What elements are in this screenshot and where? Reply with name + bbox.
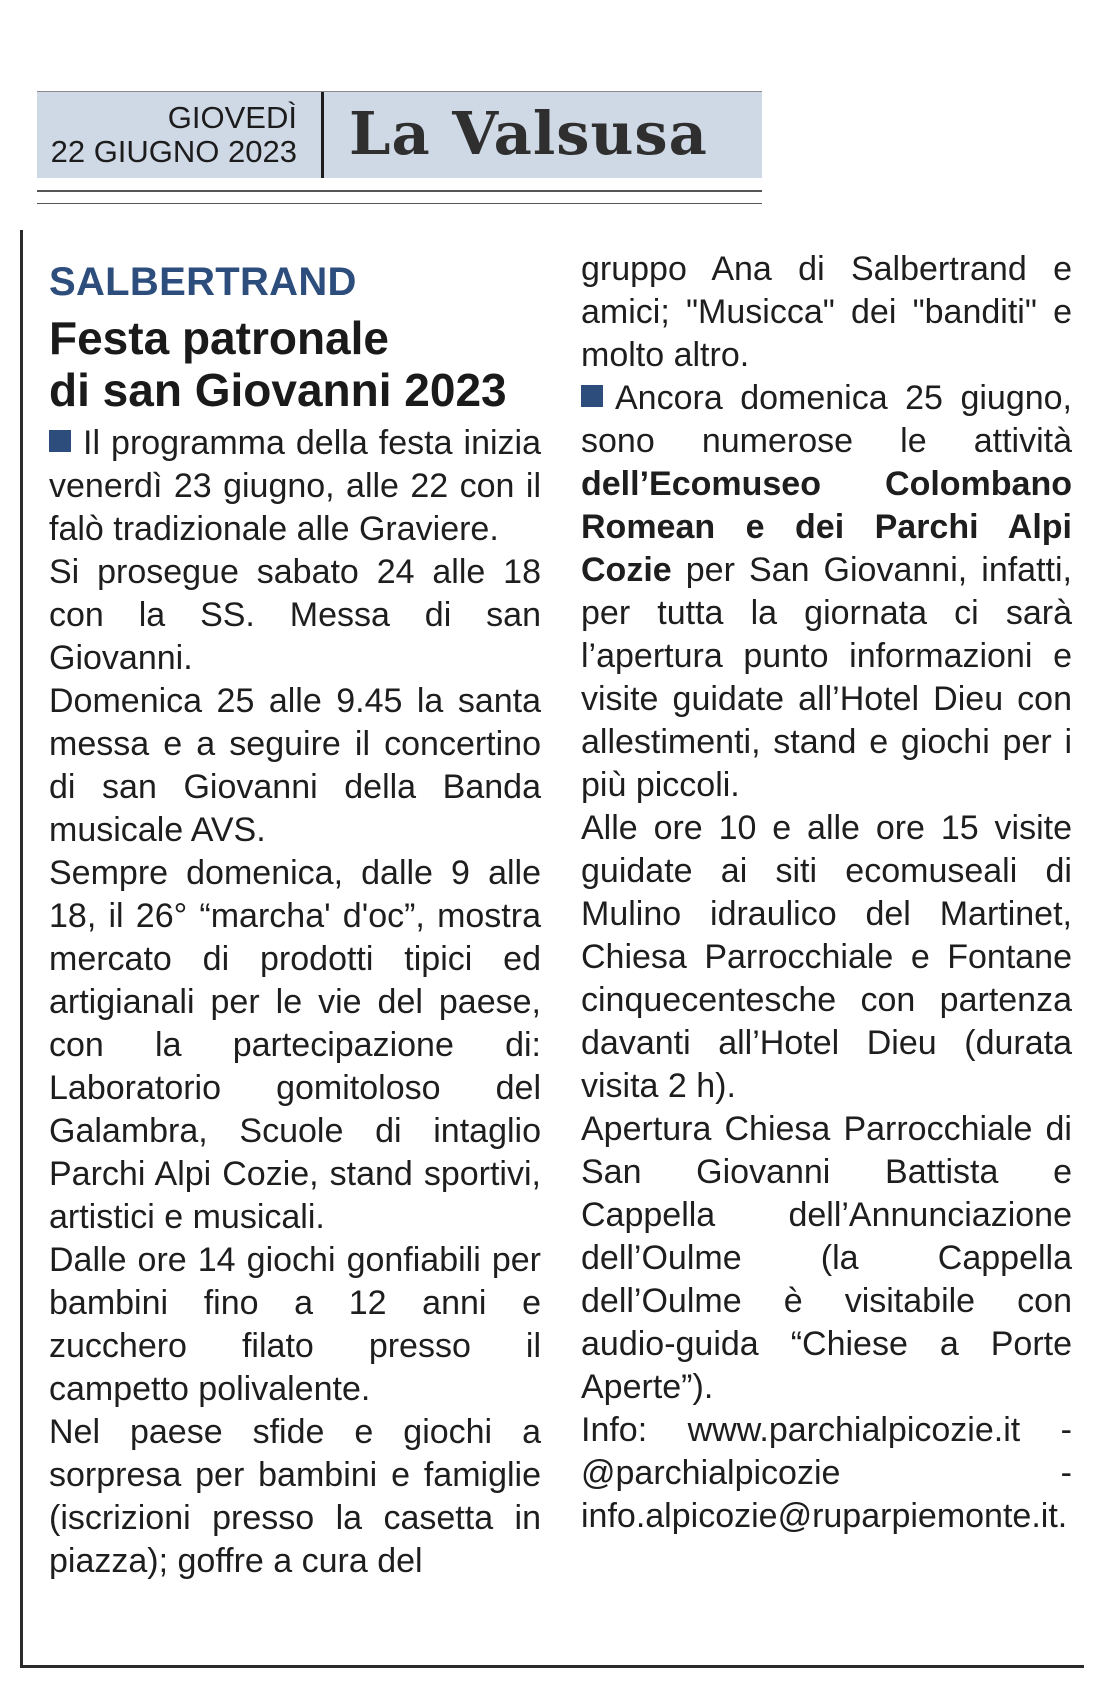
newspaper-logo: La Valsusa: [349, 99, 708, 168]
article-frame-bottom: [20, 1665, 1084, 1668]
headline-line-1: Festa patronale: [49, 312, 389, 364]
paragraph-marker-icon: [581, 385, 603, 407]
paragraph: Si prosegue sabato 24 alle 18 con la SS. Messa di san Giovanni.: [49, 553, 541, 677]
paragraph: Apertura Chiesa Parrocchiale di San Giovanni Battista e Cappella dell’Annunciazione dell’Oulme (la Cappella dell’Oulme è visitabile con audio-guida “Chiese a Porte Aperte”).: [581, 1110, 1072, 1406]
issue-date: [37, 92, 297, 178]
paragraph-bold-text: dell’Ecomuseo Colombano Romean e dei Parchi Alpi Cozie: [581, 465, 1072, 589]
masthead-divider: [321, 92, 324, 178]
headline-line-2: di san Giovanni 2023: [49, 364, 507, 416]
paragraph-text: Ancora domenica 25 giugno, sono numerose le attività: [581, 379, 1072, 460]
masthead-rule: [37, 190, 762, 192]
paragraph: Info: www.parchialpicozie.it - @parchialpicozie - info.alpicozie@ruparpiemonte.it.: [581, 1411, 1072, 1535]
paragraph: Nel paese sfide e giochi a sorpresa per bambini e famiglie (iscrizioni presso la casetta in piazza); goffre a cura del: [49, 1413, 541, 1580]
paragraph: [581, 377, 1072, 807]
article-kicker: SALBERTRAND: [49, 260, 357, 304]
masthead: [37, 91, 762, 178]
paragraph: gruppo Ana di Salbertrand e amici; "Musicca" dei "banditi" e molto altro.: [581, 250, 1072, 374]
paragraph-text: per San Giovanni, infatti, per tutta la giornata ci sarà l’apertura punto informazioni e visite guidate all’Hotel Dieu con allestimenti, stand e giochi per i più piccoli.: [581, 551, 1072, 804]
issue-weekday: GIOVEDÌ: [167, 100, 297, 135]
paragraph: Sempre domenica, dalle 9 alle 18, il 26° “marcha' d'oc”, mostra mercato di prodotti tipici ed artigianali per le vie del paese, con la partecipazione di: Laboratorio gomitoloso del Galambra, Scuole di intaglio Parchi Alpi Cozie, stand sportivi, artistici e musicali.: [49, 854, 541, 1236]
issue-date-text: 22 GIUGNO 2023: [50, 134, 297, 169]
paragraph: [49, 422, 541, 551]
masthead-rule-thin: [37, 203, 762, 204]
article-column-1: [49, 258, 541, 1583]
paragraph: Domenica 25 alle 9.45 la santa messa e a seguire il concertino di san Giovanni della Banda musicale AVS.: [49, 682, 541, 849]
paragraph: Dalle ore 14 giochi gonfiabili per bambini fino a 12 anni e zucchero filato presso il campetto polivalente.: [49, 1241, 541, 1408]
article-frame-left: [20, 230, 23, 1668]
paragraph-marker-icon: [49, 430, 71, 452]
article-headline: [49, 312, 541, 416]
paragraph-text: Il programma della festa inizia venerdì 23 giugno, alle 22 con il falò tradizionale alle Graviere.: [49, 424, 541, 548]
article-column-2: [581, 248, 1072, 1538]
paragraph: Alle ore 10 e alle ore 15 visite guidate ai siti ecomuseali di Mulino idraulico del Martinet, Chiesa Parrocchiale e Fontane cinquecentesche con partenza davanti all’Hotel Dieu (durata visita 2 h).: [581, 809, 1072, 1105]
